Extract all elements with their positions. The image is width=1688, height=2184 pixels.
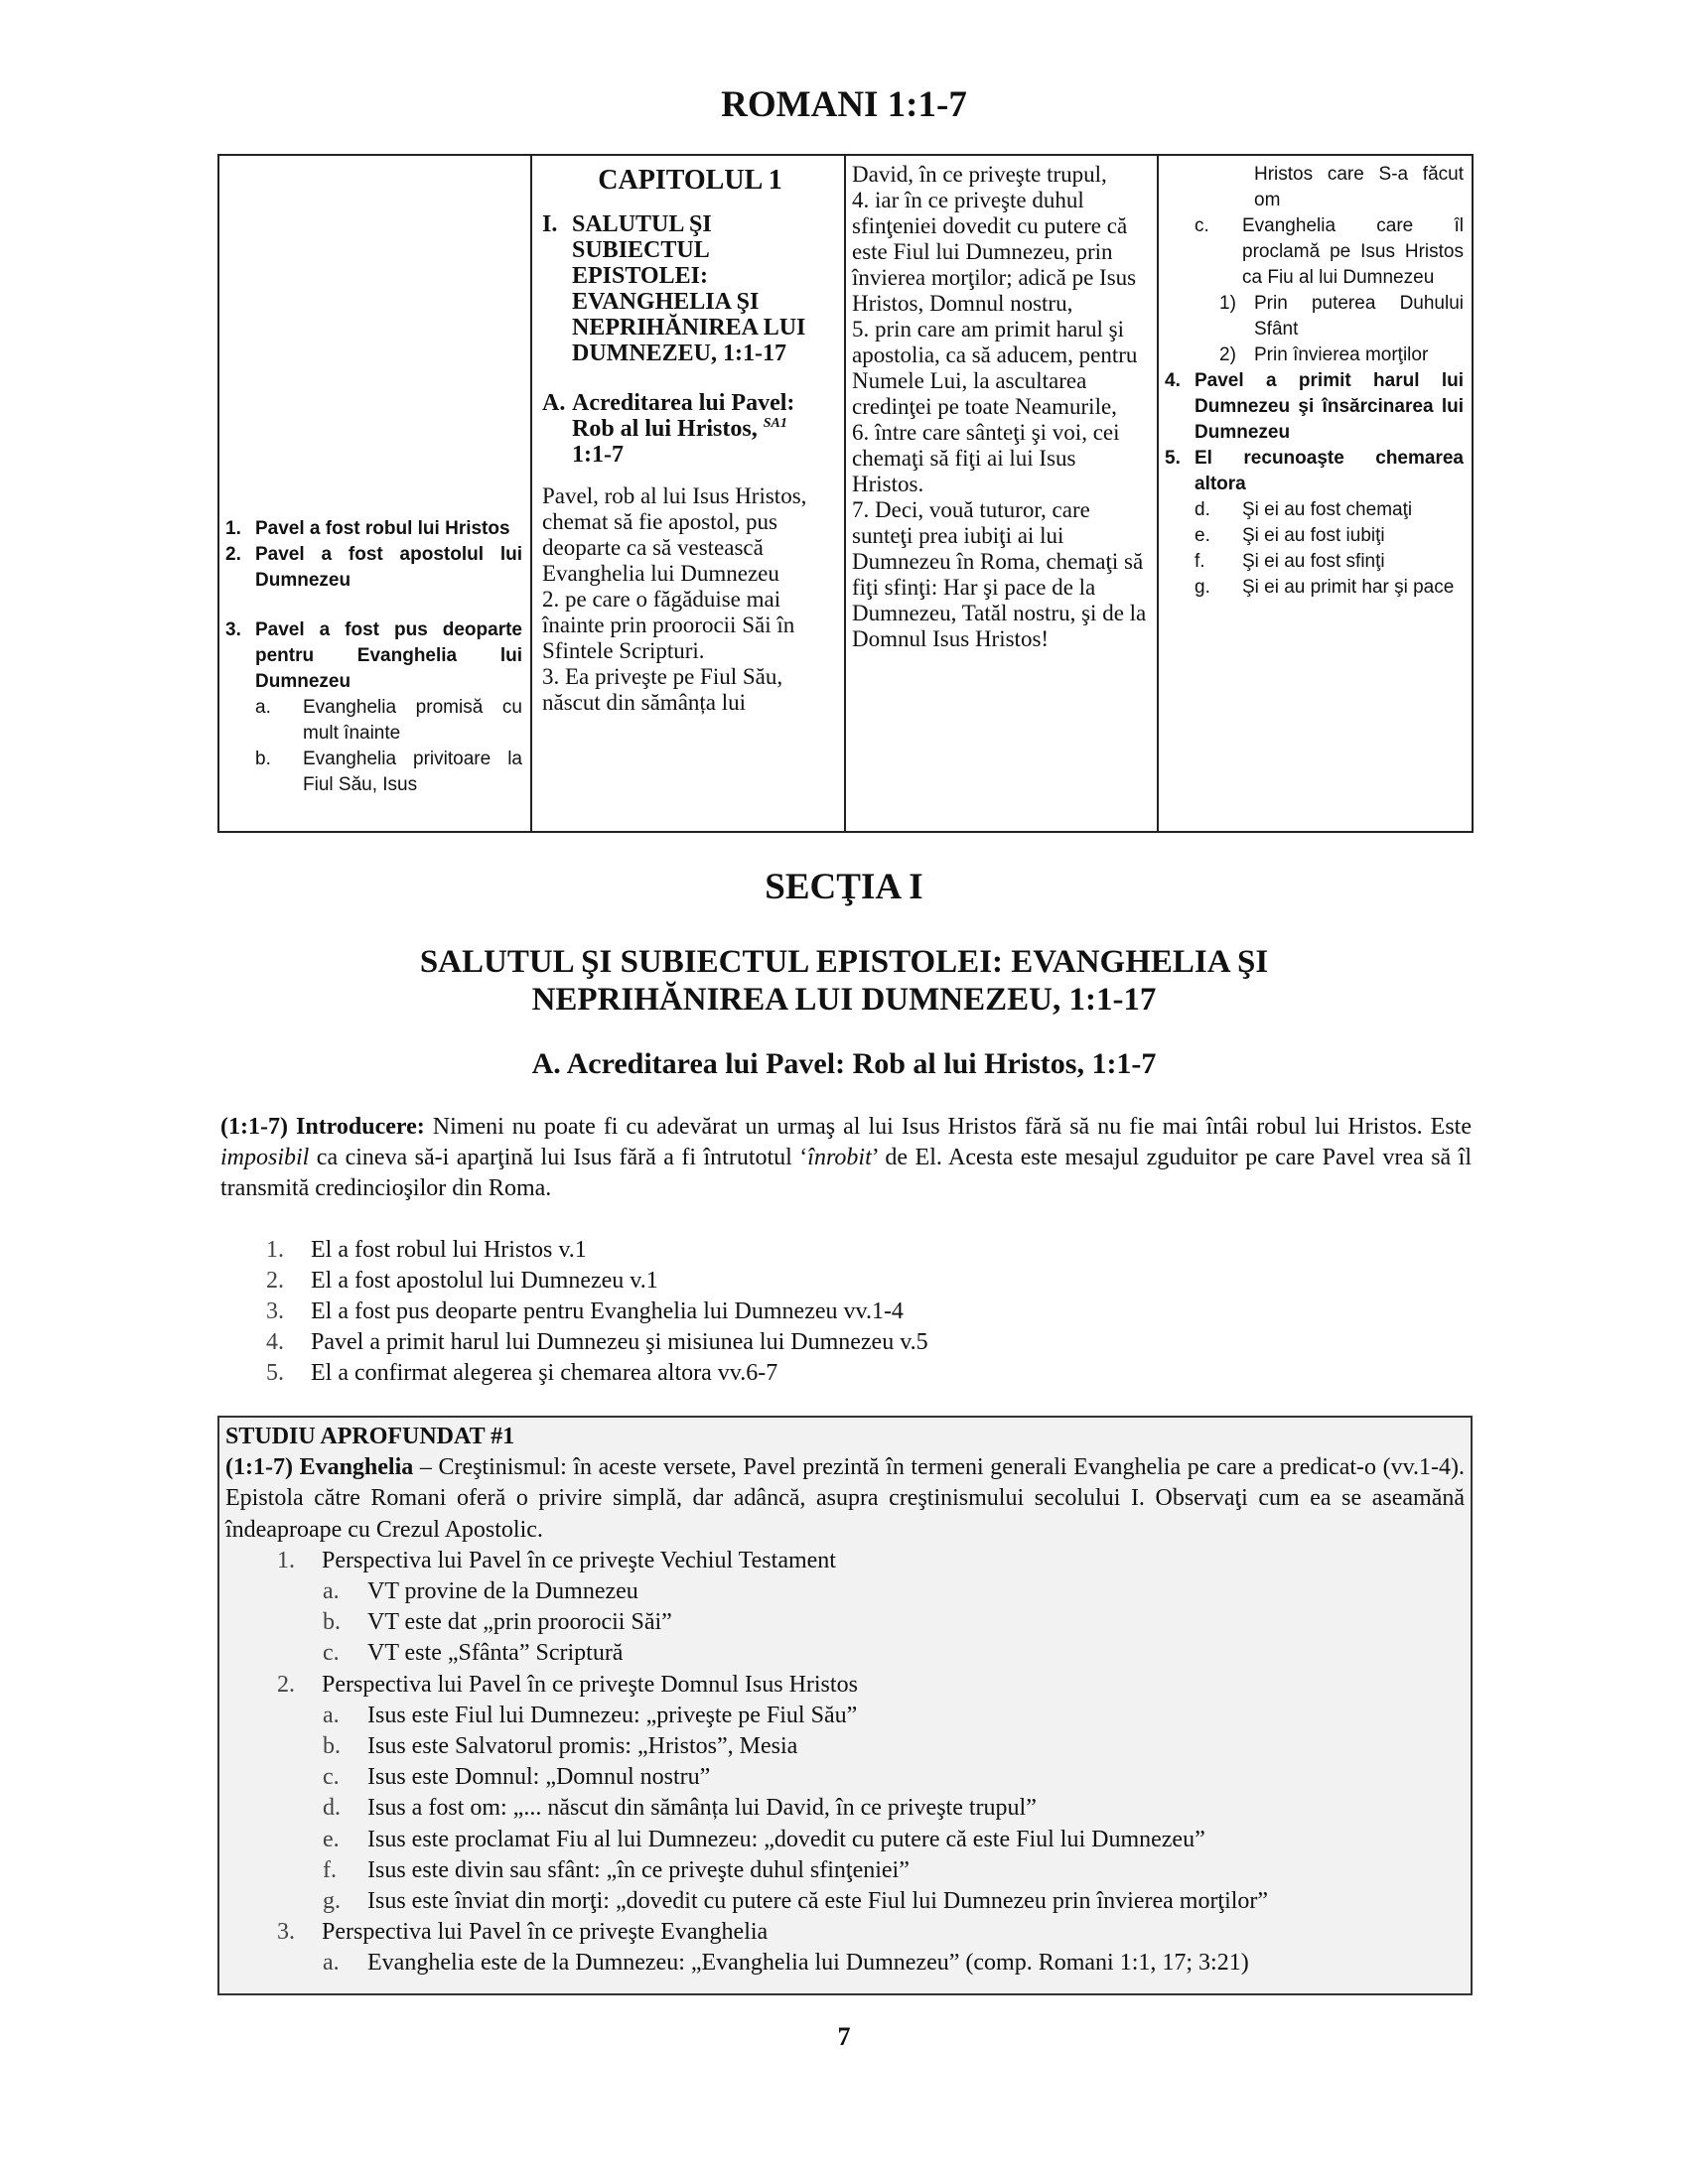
page-title: ROMANI 1:1-7 [721, 84, 967, 125]
outline-item: c. Evanghelia care îl proclamă pe Isus Hristos ca Fiu al lui Dumnezeu [1195, 215, 1464, 288]
outline-list-left [225, 516, 522, 798]
list-item: 5. El a confirmat alegerea şi chemarea altora vv.6-7 [266, 1360, 778, 1386]
outline-item: b. Evanghelia privitoare la Fiul Său, Isus [255, 749, 522, 795]
outline-item: 1. Pavel a fost robul lui Hristos [225, 518, 510, 539]
study-item: e. Isus este proclamat Fiu al lui Dumnezeu: „dovedit cu putere că este Fiul lui Dumnezeu” [323, 1826, 1205, 1852]
page-number: 7 [837, 2022, 851, 2051]
subsection-heading: A. Acreditarea lui Pavel: Rob al lui Hristos, $^{SA1}$ 1:1-7 [542, 390, 795, 468]
table-column-outline-left [219, 156, 532, 831]
outline-item: 4. Pavel a primit harul lui Dumnezeu şi însărcinarea lui Dumnezeu [1165, 370, 1464, 443]
study-item: 2. Perspectiva lui Pavel în ce priveşte Domnul Isus Hristos [277, 1671, 858, 1698]
study-item: a. Evanghelia este de la Dumnezeu: „Evanghelia lui Dumnezeu” (comp. Romani 1:1, 17; 3:21) [323, 1950, 1249, 1977]
outline-item: d. Şi ei au fost chemaţi [1195, 499, 1413, 520]
study-item: f. Isus este divin sau sfânt: „în ce priveşte duhul sfinţeniei” [323, 1856, 910, 1883]
study-item: a. VT provine de la Dumnezeu [323, 1578, 638, 1605]
study-item: c. Isus este Domnul: „Domnul nostru” [323, 1764, 711, 1791]
study-item: c. VT este „Sfânta” Scriptură [323, 1640, 624, 1667]
study-title: STUDIU APROFUNDAT #1 [225, 1424, 515, 1449]
scripture-text: David, în ce priveşte trupul, 4. iar în ce priveşte duhul sfinţeniei dovedit cu putere că este Fiul lui Dumnezeu, prin învierea morţilor; adică pe Isus Hristos, Domnul nostru, 5. prin care am primit harul şi apostolia, ca să aducem, pentru Numele Lui, la ascultarea credinţei pe toate Neamurile, 6. între care sânteţi şi voi, cei chemaţi să fiţi ai lui Isus Hristos. 7. Deci, vouă tuturor, care sunteţi prea iubiţi ai lui Dumnezeu în Roma, chemaţi să fiţi sfinţi: Har şi pace de la Dumnezeu, Tatăl nostru, şi de la Domnul Isus Hristos! [852, 162, 1147, 651]
chapter-title: CAPITOLUL 1 [598, 165, 782, 196]
study-item: 3. Perspectiva lui Pavel în ce priveşte Evanghelia [277, 1919, 769, 1946]
study-item: 1. Perspectiva lui Pavel în ce priveşte Vechiul Testament [277, 1547, 836, 1573]
study-item: d. Isus a fost om: „... născut din sămânța lui David, în ce priveşte trupul” [323, 1795, 1037, 1822]
study-item: a. Isus este Fiul lui Dumnezeu: „priveşte pe Fiul Său” [323, 1702, 858, 1728]
points-list [266, 1235, 1458, 1389]
list-item: 1. El a fost robul lui Hristos v.1 [266, 1237, 587, 1263]
scripture-text: Pavel, rob al lui Isus Hristos, chemat să fie apostol, pus deoparte ca să vestească Evanghelia lui Dumnezeu 2. pe care o făgăduise mai înainte prin proorocii Săi în Sfintele Scripturi. 3. Ea priveşte pe Fiul Său, născut din sămânța lui [542, 483, 807, 715]
table-column-outline-right [1159, 156, 1472, 831]
outline-item: 2. Pavel a fost apostolul lui Dumnezeu [225, 544, 522, 591]
outline-item: e. Şi ei au fost iubiţi [1195, 525, 1385, 546]
study-item: g. Isus este înviat din morţi: „dovedit cu putere că este Fiul lui Dumnezeu prin învierea morţilor” [323, 1888, 1269, 1915]
study-intro: (1:1-7) Evanghelia – Creştinismul: în aceste versete, Pavel prezintă în termeni generali Evanghelia pe care a predicat-o (vv.1-4). Epistola către Romani oferă o privire simplă, dar adâncă, asupra creştinismului secolului I. Observaţi cum ea se aseamănă îndeaproape cu Crezul Apostolic. [225, 1454, 1466, 1543]
list-item: 2. El a fost apostolul lui Dumnezeu v.1 [266, 1268, 658, 1294]
study-reference-marker: SA1 [763, 416, 787, 431]
outline-item: 3. Pavel a fost pus deoparte pentru Evanghelia lui Dumnezeu [225, 619, 522, 692]
list-item: 3. El a fost pus deoparte pentru Evanghelia lui Dumnezeu vv.1-4 [266, 1298, 904, 1324]
table-column-scripture-1 [532, 156, 846, 831]
outline-item: a. Evanghelia promisă cu mult înainte [255, 697, 522, 744]
outline-item: g. Şi ei au primit har şi pace [1195, 577, 1455, 598]
section-heading: I. SALUTUL ŞI SUBIECTUL EPISTOLEI: EVANGHELIA ŞI NEPRIHĂNIREA LUI DUMNEZEU, 1:1-17 [542, 211, 806, 366]
outline-item: f. Şi ei au fost sfinţi [1195, 551, 1385, 572]
study-item: b. VT este dat „prin proorocii Săi” [323, 1609, 672, 1636]
outline-item: 5. El recunoaşte chemarea altora [1165, 448, 1464, 494]
outline-item: 2) Prin învierea morţilor [1219, 344, 1429, 365]
intro-paragraph: (1:1-7) Introducere: Nimeni nu poate fi cu adevărat un urmaş al lui Isus Hristos fără să nu fie mai întâi robul lui Hristos. Este imposibil ca cineva să-i aparţină lui Isus fără a fi întrutotul ‘înrobit’ de El. Acesta este mesajul zguduitor pe care Pavel vrea să îl transmită credincioşilor din Roma. [220, 1114, 1473, 1201]
list-item: 4. Pavel a primit harul lui Dumnezeu şi misiunea lui Dumnezeu v.5 [266, 1329, 928, 1355]
section-part-heading: A. Acreditarea lui Pavel: Rob al lui Hristos, 1:1-7 [531, 1047, 1157, 1080]
study-box [217, 1416, 1473, 1995]
table-column-scripture-2 [846, 156, 1159, 831]
outline-table [217, 154, 1474, 833]
section-subtitle: SALUTUL ŞI SUBIECTUL EPISTOLEI: EVANGHELIA ŞI NEPRIHĂNIREA LUI DUMNEZEU, 1:1-17 [419, 944, 1269, 1018]
section-title: SECŢIA I [765, 867, 923, 907]
study-item: b. Isus este Salvatorul promis: „Hristos”, Mesia [323, 1733, 798, 1760]
outline-continuation: Hristos care S-a făcut om [1254, 164, 1464, 210]
outline-item: 1) Prin puterea Duhului Sfânt [1219, 293, 1464, 340]
